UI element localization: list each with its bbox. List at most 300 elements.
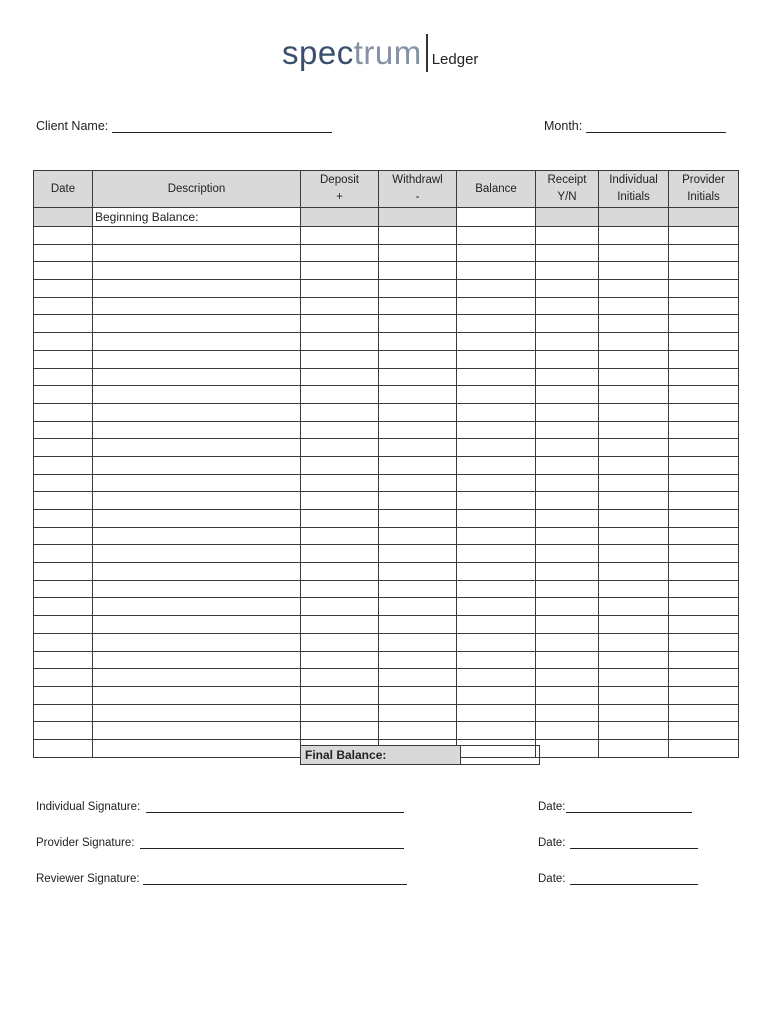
ledger-cell-date[interactable] (34, 439, 93, 457)
ledger-cell-description[interactable] (93, 350, 301, 368)
ledger-cell-description[interactable] (93, 297, 301, 315)
ledger-cell-provider-initials[interactable] (669, 545, 739, 563)
ledger-cell-description[interactable] (93, 669, 301, 687)
logo (282, 32, 478, 74)
ledger-cell-individual-initials[interactable] (599, 474, 669, 492)
ledger-cell-deposit[interactable] (301, 244, 379, 262)
receipt-label: Receipt (547, 174, 587, 186)
ledger-cell-individual-initials[interactable] (599, 669, 669, 687)
ledger-cell-date[interactable] (34, 333, 93, 351)
ledger-cell-receipt[interactable] (536, 386, 599, 404)
ledger-cell-balance[interactable] (457, 315, 536, 333)
ledger-cell-provider-initials[interactable] (669, 563, 739, 581)
ledger-cell-balance[interactable] (457, 403, 536, 421)
ledger-cell-deposit[interactable] (301, 545, 379, 563)
receipt-sub: Y/N (557, 191, 577, 203)
ledger-cell-individual-initials[interactable] (599, 598, 669, 616)
ledger-cell-withdrawl[interactable] (379, 669, 457, 687)
ledger-cell-deposit[interactable] (301, 651, 379, 669)
ledger-row (34, 439, 739, 457)
ledger-cell-provider-initials[interactable] (669, 616, 739, 634)
ledger-cell-individual-initials[interactable] (599, 492, 669, 510)
ledger-cell-receipt[interactable] (536, 739, 599, 757)
ledger-cell-date[interactable] (34, 280, 93, 298)
month-label: Month: (544, 119, 583, 133)
ledger-cell-date[interactable] (34, 227, 93, 245)
ledger-row (34, 722, 739, 740)
beginning-provider-cell (669, 208, 739, 227)
ledger-cell-receipt[interactable] (536, 686, 599, 704)
ledger-cell-withdrawl[interactable] (379, 527, 457, 545)
ledger-cell-description[interactable] (93, 686, 301, 704)
ledger-cell-withdrawl[interactable] (379, 333, 457, 351)
ledger-cell-balance[interactable] (457, 633, 536, 651)
ledger-cell-deposit[interactable] (301, 704, 379, 722)
ledger-row (34, 474, 739, 492)
ledger-cell-date[interactable] (34, 722, 93, 740)
ledger-cell-provider-initials[interactable] (669, 368, 739, 386)
beginning-date-cell (34, 208, 93, 227)
ledger-cell-individual-initials[interactable] (599, 386, 669, 404)
ledger-cell-deposit[interactable] (301, 492, 379, 510)
ledger-cell-provider-initials[interactable] (669, 297, 739, 315)
ledger-cell-provider-initials[interactable] (669, 333, 739, 351)
ledger-cell-receipt[interactable] (536, 297, 599, 315)
col-header-individual-initials (599, 171, 669, 208)
ledger-cell-description[interactable] (93, 456, 301, 474)
ledger-cell-withdrawl[interactable] (379, 297, 457, 315)
ledger-cell-receipt[interactable] (536, 704, 599, 722)
ledger-cell-individual-initials[interactable] (599, 280, 669, 298)
ledger-cell-individual-initials[interactable] (599, 456, 669, 474)
ledger-cell-date[interactable] (34, 704, 93, 722)
ledger-cell-receipt[interactable] (536, 633, 599, 651)
ledger-cell-description[interactable] (93, 545, 301, 563)
individual-date-field[interactable] (538, 801, 692, 813)
ledger-cell-receipt[interactable] (536, 350, 599, 368)
ledger-cell-receipt[interactable] (536, 368, 599, 386)
ledger-row (34, 280, 739, 298)
ledger-cell-withdrawl[interactable] (379, 722, 457, 740)
withdrawl-label: Withdrawl (392, 174, 443, 186)
ledger-cell-withdrawl[interactable] (379, 616, 457, 634)
ledger-cell-withdrawl[interactable] (379, 510, 457, 528)
ledger-cell-provider-initials[interactable] (669, 722, 739, 740)
ledger-cell-deposit[interactable] (301, 280, 379, 298)
ledger-cell-individual-initials[interactable] (599, 510, 669, 528)
ledger-cell-balance[interactable] (457, 368, 536, 386)
ledger-cell-date[interactable] (34, 545, 93, 563)
ledger-cell-receipt[interactable] (536, 722, 599, 740)
ledger-cell-deposit[interactable] (301, 368, 379, 386)
ledger-cell-description[interactable] (93, 315, 301, 333)
ledger-cell-withdrawl[interactable] (379, 563, 457, 581)
ledger-cell-individual-initials[interactable] (599, 439, 669, 457)
ledger-cell-withdrawl[interactable] (379, 315, 457, 333)
ledger-cell-deposit[interactable] (301, 421, 379, 439)
ledger-cell-individual-initials[interactable] (599, 704, 669, 722)
col-header-withdrawl (379, 171, 457, 208)
ledger-cell-description[interactable] (93, 739, 301, 757)
ledger-row (34, 244, 739, 262)
ledger-row (34, 563, 739, 581)
ledger-cell-balance[interactable] (457, 456, 536, 474)
ledger-row (34, 350, 739, 368)
ledger-cell-description[interactable] (93, 474, 301, 492)
ledger-cell-receipt[interactable] (536, 315, 599, 333)
ledger-cell-date[interactable] (34, 421, 93, 439)
ledger-row (34, 315, 739, 333)
ledger-cell-date[interactable] (34, 739, 93, 757)
ledger-cell-deposit[interactable] (301, 333, 379, 351)
ledger-cell-receipt[interactable] (536, 403, 599, 421)
ledger-cell-balance[interactable] (457, 616, 536, 634)
ledger-cell-balance[interactable] (457, 598, 536, 616)
ledger-cell-provider-initials[interactable] (669, 510, 739, 528)
ledger-cell-withdrawl[interactable] (379, 280, 457, 298)
ledger-cell-balance[interactable] (457, 492, 536, 510)
ledger-cell-deposit[interactable] (301, 527, 379, 545)
ledger-cell-balance[interactable] (457, 580, 536, 598)
ledger-cell-date[interactable] (34, 315, 93, 333)
ledger-cell-provider-initials[interactable] (669, 315, 739, 333)
ledger-row (34, 456, 739, 474)
final-balance-input[interactable] (461, 746, 540, 765)
ledger-cell-receipt[interactable] (536, 456, 599, 474)
ledger-cell-balance[interactable] (457, 704, 536, 722)
ledger-cell-description[interactable] (93, 633, 301, 651)
ledger-cell-description[interactable] (93, 333, 301, 351)
ledger-cell-description[interactable] (93, 598, 301, 616)
col-header-balance: Balance (457, 171, 536, 208)
ledger-cell-withdrawl[interactable] (379, 651, 457, 669)
ledger-cell-provider-initials[interactable] (669, 669, 739, 687)
ledger-cell-provider-initials[interactable] (669, 633, 739, 651)
ledger-cell-individual-initials[interactable] (599, 722, 669, 740)
ledger-cell-withdrawl[interactable] (379, 403, 457, 421)
ledger-cell-receipt[interactable] (536, 421, 599, 439)
ledger-cell-withdrawl[interactable] (379, 386, 457, 404)
ledger-cell-date[interactable] (34, 598, 93, 616)
ledger-cell-receipt[interactable] (536, 616, 599, 634)
ledger-cell-individual-initials[interactable] (599, 297, 669, 315)
ledger-cell-balance[interactable] (457, 280, 536, 298)
ledger-cell-provider-initials[interactable] (669, 474, 739, 492)
ledger-cell-date[interactable] (34, 297, 93, 315)
ledger-cell-provider-initials[interactable] (669, 386, 739, 404)
ledger-cell-provider-initials[interactable] (669, 350, 739, 368)
ledger-cell-description[interactable] (93, 527, 301, 545)
ledger-cell-deposit[interactable] (301, 297, 379, 315)
ledger-cell-balance[interactable] (457, 244, 536, 262)
ledger-cell-provider-initials[interactable] (669, 421, 739, 439)
ledger-cell-date[interactable] (34, 563, 93, 581)
ledger-cell-individual-initials[interactable] (599, 616, 669, 634)
provider-signature-line[interactable] (140, 837, 404, 849)
beginning-balance-input[interactable] (457, 208, 536, 227)
month-field[interactable] (544, 119, 726, 133)
ledger-cell-date[interactable] (34, 669, 93, 687)
client-name-label: Client Name: (36, 119, 109, 133)
col-header-deposit (301, 171, 379, 208)
ledger-row (34, 333, 739, 351)
ledger-cell-date[interactable] (34, 633, 93, 651)
ledger-cell-individual-initials[interactable] (599, 262, 669, 280)
document-title: Ledger (431, 51, 479, 68)
ledger-cell-balance[interactable] (457, 333, 536, 351)
ledger-cell-date[interactable] (34, 474, 93, 492)
ledger-cell-deposit[interactable] (301, 669, 379, 687)
col-header-provider-initials (669, 171, 739, 208)
ledger-cell-receipt[interactable] (536, 580, 599, 598)
reviewer-signature-field[interactable] (36, 873, 407, 885)
ledger-cell-withdrawl[interactable] (379, 598, 457, 616)
ledger-cell-description[interactable] (93, 704, 301, 722)
ledger-cell-description[interactable] (93, 386, 301, 404)
final-balance-table (300, 745, 540, 765)
ledger-cell-withdrawl[interactable] (379, 474, 457, 492)
ledger-cell-description[interactable] (93, 492, 301, 510)
ledger-cell-deposit[interactable] (301, 262, 379, 280)
ledger-cell-balance[interactable] (457, 563, 536, 581)
individual-signature-line[interactable] (146, 801, 404, 813)
ledger-cell-withdrawl[interactable] (379, 580, 457, 598)
reviewer-date-label: Date: (538, 873, 566, 885)
ledger-cell-balance[interactable] (457, 474, 536, 492)
ledger-cell-receipt[interactable] (536, 510, 599, 528)
individual-sub: Initials (617, 191, 650, 203)
ledger-cell-individual-initials[interactable] (599, 227, 669, 245)
provider-signature-label: Provider Signature: (36, 837, 135, 849)
ledger-cell-description[interactable] (93, 227, 301, 245)
ledger-cell-description[interactable] (93, 616, 301, 634)
ledger-cell-withdrawl[interactable] (379, 686, 457, 704)
ledger-cell-receipt[interactable] (536, 244, 599, 262)
ledger-cell-description[interactable] (93, 510, 301, 528)
ledger-cell-description[interactable] (93, 421, 301, 439)
beginning-deposit-cell (301, 208, 379, 227)
ledger-cell-individual-initials[interactable] (599, 580, 669, 598)
ledger-cell-withdrawl[interactable] (379, 704, 457, 722)
ledger-cell-deposit[interactable] (301, 510, 379, 528)
ledger-cell-date[interactable] (34, 686, 93, 704)
ledger-cell-provider-initials[interactable] (669, 580, 739, 598)
provider-signature-field[interactable] (36, 837, 404, 849)
ledger-cell-provider-initials[interactable] (669, 280, 739, 298)
ledger-cell-deposit[interactable] (301, 386, 379, 404)
ledger-cell-receipt[interactable] (536, 527, 599, 545)
ledger-cell-provider-initials[interactable] (669, 686, 739, 704)
ledger-cell-balance[interactable] (457, 439, 536, 457)
ledger-cell-provider-initials[interactable] (669, 227, 739, 245)
ledger-cell-date[interactable] (34, 386, 93, 404)
ledger-cell-individual-initials[interactable] (599, 686, 669, 704)
ledger-cell-individual-initials[interactable] (599, 350, 669, 368)
ledger-cell-receipt[interactable] (536, 492, 599, 510)
ledger-table (33, 170, 739, 758)
ledger-cell-deposit[interactable] (301, 563, 379, 581)
ledger-cell-deposit[interactable] (301, 616, 379, 634)
ledger-cell-date[interactable] (34, 350, 93, 368)
ledger-cell-individual-initials[interactable] (599, 421, 669, 439)
ledger-cell-balance[interactable] (457, 262, 536, 280)
ledger-cell-individual-initials[interactable] (599, 244, 669, 262)
ledger-row (34, 368, 739, 386)
ledger-cell-description[interactable] (93, 262, 301, 280)
ledger-cell-date[interactable] (34, 651, 93, 669)
ledger-cell-individual-initials[interactable] (599, 368, 669, 386)
ledger-cell-individual-initials[interactable] (599, 563, 669, 581)
ledger-cell-date[interactable] (34, 368, 93, 386)
ledger-cell-receipt[interactable] (536, 669, 599, 687)
reviewer-date-field[interactable] (538, 873, 698, 885)
ledger-cell-provider-initials[interactable] (669, 739, 739, 757)
ledger-cell-individual-initials[interactable] (599, 403, 669, 421)
ledger-cell-withdrawl[interactable] (379, 421, 457, 439)
ledger-cell-balance[interactable] (457, 297, 536, 315)
ledger-cell-date[interactable] (34, 456, 93, 474)
ledger-cell-withdrawl[interactable] (379, 456, 457, 474)
ledger-cell-balance[interactable] (457, 545, 536, 563)
ledger-cell-date[interactable] (34, 244, 93, 262)
beginning-individual-cell (599, 208, 669, 227)
beginning-balance-row (34, 208, 739, 227)
ledger-cell-deposit[interactable] (301, 315, 379, 333)
ledger-cell-provider-initials[interactable] (669, 456, 739, 474)
month-input[interactable] (586, 120, 726, 133)
ledger-cell-description[interactable] (93, 244, 301, 262)
ledger-cell-balance[interactable] (457, 651, 536, 669)
ledger-cell-receipt[interactable] (536, 651, 599, 669)
individual-signature-field[interactable] (36, 801, 404, 813)
ledger-cell-date[interactable] (34, 492, 93, 510)
ledger-cell-receipt[interactable] (536, 545, 599, 563)
ledger-cell-balance[interactable] (457, 686, 536, 704)
reviewer-signature-line[interactable] (143, 873, 407, 885)
ledger-cell-deposit[interactable] (301, 580, 379, 598)
ledger-cell-individual-initials[interactable] (599, 545, 669, 563)
ledger-cell-receipt[interactable] (536, 333, 599, 351)
ledger-cell-deposit[interactable] (301, 474, 379, 492)
ledger-cell-receipt[interactable] (536, 439, 599, 457)
ledger-cell-deposit[interactable] (301, 403, 379, 421)
ledger-row (34, 403, 739, 421)
ledger-row (34, 527, 739, 545)
ledger-cell-provider-initials[interactable] (669, 527, 739, 545)
ledger-cell-provider-initials[interactable] (669, 244, 739, 262)
ledger-cell-withdrawl[interactable] (379, 492, 457, 510)
beginning-withdrawl-cell (379, 208, 457, 227)
ledger-cell-balance[interactable] (457, 386, 536, 404)
ledger-cell-provider-initials[interactable] (669, 403, 739, 421)
ledger-cell-date[interactable] (34, 510, 93, 528)
ledger-cell-date[interactable] (34, 616, 93, 634)
ledger-cell-balance[interactable] (457, 227, 536, 245)
client-name-input[interactable] (112, 120, 332, 133)
ledger-row (34, 227, 739, 245)
ledger-cell-receipt[interactable] (536, 563, 599, 581)
ledger-cell-balance[interactable] (457, 350, 536, 368)
ledger-cell-receipt[interactable] (536, 474, 599, 492)
ledger-cell-date[interactable] (34, 403, 93, 421)
ledger-cell-individual-initials[interactable] (599, 527, 669, 545)
ledger-cell-balance[interactable] (457, 510, 536, 528)
ledger-cell-provider-initials[interactable] (669, 439, 739, 457)
ledger-cell-description[interactable] (93, 722, 301, 740)
ledger-cell-withdrawl[interactable] (379, 545, 457, 563)
ledger-cell-individual-initials[interactable] (599, 739, 669, 757)
ledger-cell-provider-initials[interactable] (669, 651, 739, 669)
ledger-cell-balance[interactable] (457, 669, 536, 687)
ledger-cell-individual-initials[interactable] (599, 633, 669, 651)
header-row (34, 171, 739, 208)
ledger-cell-date[interactable] (34, 580, 93, 598)
ledger-cell-provider-initials[interactable] (669, 704, 739, 722)
individual-date-label: Date: (538, 801, 566, 813)
logo-brand-part2: trum (353, 34, 422, 71)
ledger-cell-individual-initials[interactable] (599, 315, 669, 333)
ledger-cell-deposit[interactable] (301, 598, 379, 616)
ledger-cell-deposit[interactable] (301, 686, 379, 704)
ledger-cell-deposit[interactable] (301, 350, 379, 368)
ledger-cell-description[interactable] (93, 651, 301, 669)
ledger-cell-balance[interactable] (457, 722, 536, 740)
ledger-cell-withdrawl[interactable] (379, 633, 457, 651)
ledger-cell-description[interactable] (93, 280, 301, 298)
ledger-cell-receipt[interactable] (536, 598, 599, 616)
ledger-cell-individual-initials[interactable] (599, 651, 669, 669)
ledger-cell-withdrawl[interactable] (379, 350, 457, 368)
ledger-cell-deposit[interactable] (301, 456, 379, 474)
individual-date-line[interactable] (566, 801, 692, 813)
ledger-cell-description[interactable] (93, 368, 301, 386)
provider-label: Provider (682, 174, 725, 186)
ledger-cell-description[interactable] (93, 563, 301, 581)
ledger-cell-date[interactable] (34, 262, 93, 280)
ledger-cell-withdrawl[interactable] (379, 439, 457, 457)
ledger-cell-deposit[interactable] (301, 722, 379, 740)
ledger-cell-description[interactable] (93, 403, 301, 421)
client-name-field[interactable] (36, 119, 332, 133)
ledger-cell-deposit[interactable] (301, 633, 379, 651)
ledger-cell-description[interactable] (93, 439, 301, 457)
ledger-cell-provider-initials[interactable] (669, 262, 739, 280)
col-header-description: Description (93, 171, 301, 208)
ledger-cell-receipt[interactable] (536, 280, 599, 298)
ledger-cell-withdrawl[interactable] (379, 368, 457, 386)
ledger-cell-description[interactable] (93, 580, 301, 598)
ledger-cell-receipt[interactable] (536, 227, 599, 245)
ledger-cell-date[interactable] (34, 527, 93, 545)
ledger-cell-balance[interactable] (457, 421, 536, 439)
ledger-cell-withdrawl[interactable] (379, 262, 457, 280)
ledger-cell-receipt[interactable] (536, 262, 599, 280)
individual-signature-label: Individual Signature: (36, 801, 141, 813)
ledger-row (34, 545, 739, 563)
ledger-cell-individual-initials[interactable] (599, 333, 669, 351)
provider-date-line[interactable] (570, 837, 698, 849)
ledger-cell-deposit[interactable] (301, 227, 379, 245)
reviewer-date-line[interactable] (570, 873, 698, 885)
ledger-cell-balance[interactable] (457, 527, 536, 545)
ledger-cell-withdrawl[interactable] (379, 244, 457, 262)
logo-brand-part1: spec (282, 34, 354, 71)
ledger-cell-provider-initials[interactable] (669, 492, 739, 510)
ledger-cell-withdrawl[interactable] (379, 227, 457, 245)
provider-date-field[interactable] (538, 837, 698, 849)
ledger-cell-deposit[interactable] (301, 439, 379, 457)
ledger-cell-provider-initials[interactable] (669, 598, 739, 616)
